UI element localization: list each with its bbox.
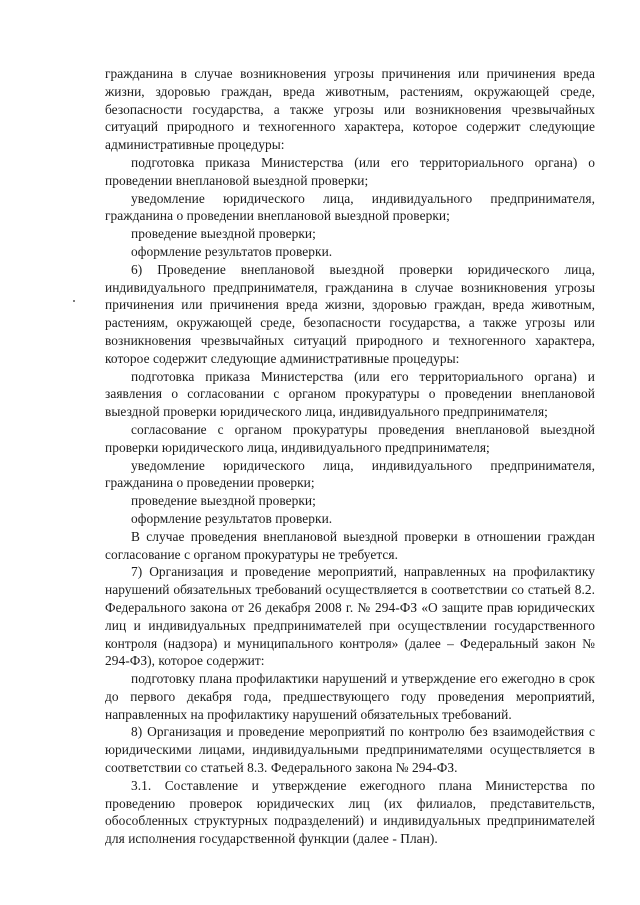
paragraph-continuation: гражданина в случае возникновения угрозы причинения или причинения вреда жизни, здоровью граждан, вреда животным, растениям, окружающей среде, безопасности государства, а также угрозы или возникновения чрезвычайных ситуаций природного и техногенного характера, которое содержит следующие административные процедуры:	[105, 66, 595, 153]
procedure-item: проведение выездной проверки;	[131, 226, 316, 242]
paragraph-6: 6) Проведение внеплановой выездной проверки юридического лица, индивидуального предпринимателя, гражданина в случае возникновения угрозы причинения или причинения вреда жизни, здоровью граждан, вреда животным, растениям, окружающей среде, безопасности государства, а также угрозы или возникновения чрезвычайных ситуаций природного и техногенного характера, которое содержит следующие административные процедуры:	[105, 261, 595, 366]
procedure-item: подготовку плана профилактики нарушений и утверждение его ежегодно в срок до первого декабря года, предшествующего году проведения мероприятий, направленных на профилактику нарушений обязательных требований.	[105, 671, 595, 722]
document-body	[105, 65, 595, 848]
paragraph-8: 8) Организация и проведение мероприятий по контролю без взаимодействия с юридическими лицами, индивидуальными предпринимателями осуществляется в соответствии со статьей 8.3. Федерального закона № 294-ФЗ.	[105, 724, 595, 776]
procedure-item: подготовка приказа Министерства (или его территориального органа) о проведении внеплановой выездной проверки;	[105, 154, 595, 188]
paragraph-7: 7) Организация и проведение мероприятий, направленных на профилактику нарушений обязательных требований осуществляется в соответствии со статьей 8.2. Федерального закона от 26 декабря 2008 г. № 294-ФЗ «О защите прав юридических лиц и индивидуальных предпринимателей при осуществлении государственного контроля (надзора) и муниципального контроля» (далее – Федеральный закон № 294-ФЗ), которое содержит:	[105, 564, 595, 669]
procedure-item: подготовка приказа Министерства (или его территориального органа) и заявления о согласовании с органом прокуратуры о проведении внеплановой выездной проверки юридического лица, индивидуального предпринимателя;	[105, 368, 595, 420]
procedure-item: уведомление юридического лица, индивидуального предпринимателя, гражданина о проведении внеплановой выездной проверки;	[105, 190, 595, 224]
scan-speck	[73, 300, 75, 302]
procedure-item: уведомление юридического лица, индивидуального предпринимателя, гражданина о проведении проверки;	[105, 457, 595, 491]
procedure-item: согласование с органом прокуратуры проведения внеплановой выездной проверки юридического лица, индивидуального предпринимателя;	[105, 421, 595, 455]
procedure-item: проведение выездной проверки;	[131, 493, 316, 509]
procedure-item: оформление результатов проверки.	[131, 243, 333, 259]
paragraph-3-1: 3.1. Составление и утверждение ежегодного плана Министерства по проведению проверок юридических лиц (их филиалов, представительств, обособленных структурных подразделений) и индивидуальных предпринимателей для исполнения государственной функции (далее - План).	[105, 777, 595, 847]
procedure-item: оформление результатов проверки.	[131, 510, 333, 526]
paragraph-note: В случае проведения внеплановой выездной проверки в отношении граждан согласование с органом прокуратуры не требуется.	[105, 528, 595, 562]
